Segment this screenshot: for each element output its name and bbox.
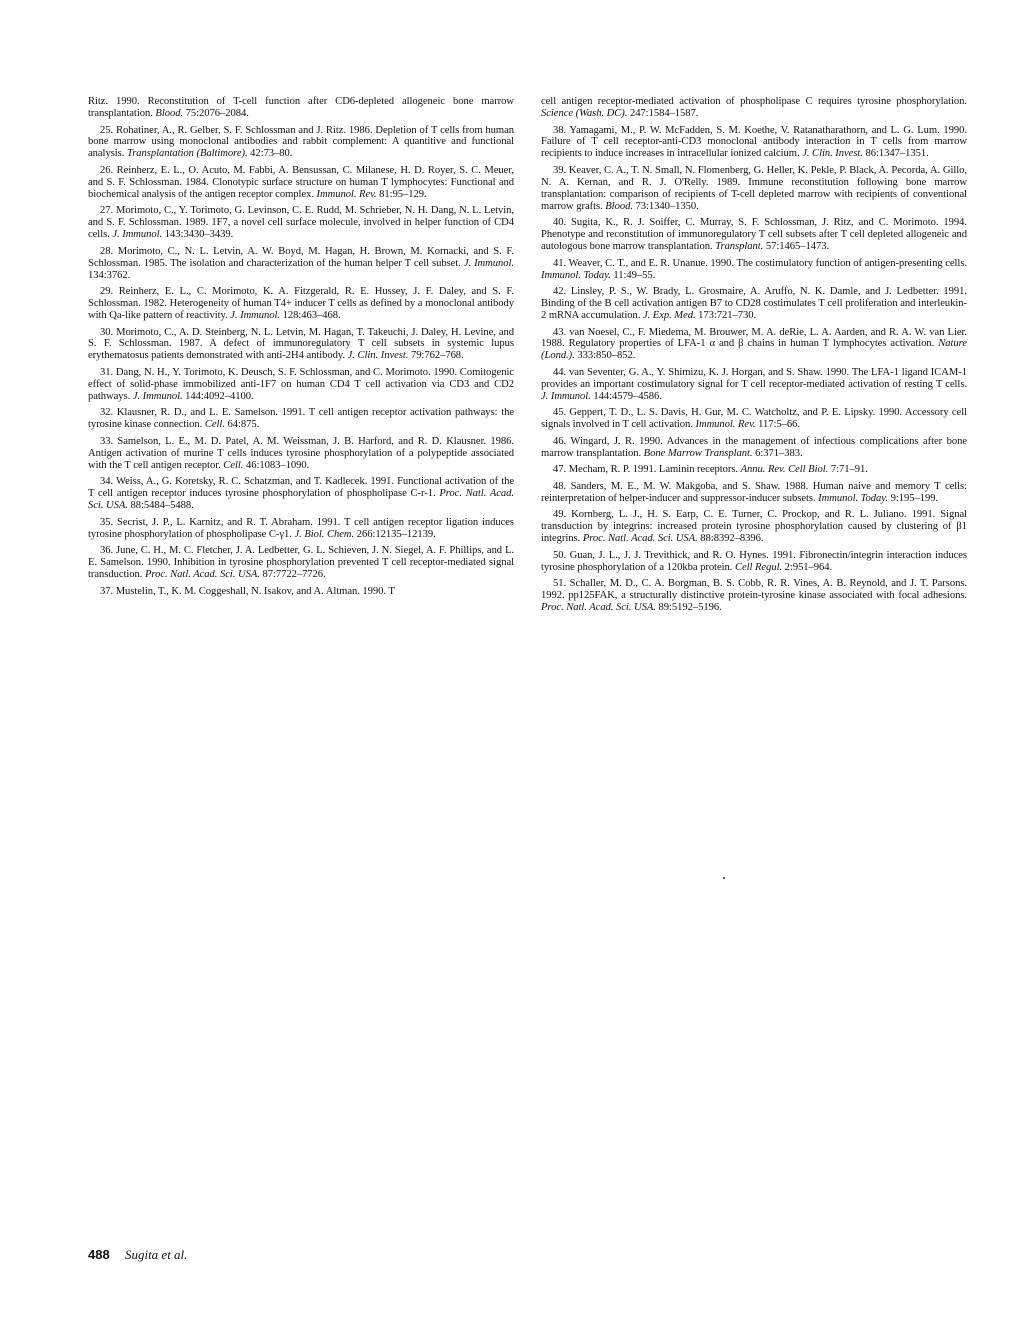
reference-volume-pages: 57:1465–1473. <box>763 241 830 253</box>
reference-entry <box>88 125 514 161</box>
reference-volume-pages: 86:1347–1351. <box>862 148 929 160</box>
reference-volume-pages: 81:95–129. <box>376 188 427 200</box>
reference-volume-pages: 134:3762. <box>88 269 131 281</box>
reference-journal: J. Clin. Invest. <box>802 148 863 160</box>
reference-journal: J. Biol. Chem. <box>294 528 355 540</box>
reference-text: 41. Weaver, C. T., and E. R. Unanue. 1990. The costimulatory function of antigen-presenting cells. <box>553 257 967 269</box>
reference-journal: J. Immunol. <box>112 229 163 241</box>
reference-volume-pages: 247:1584–1587. <box>627 107 699 119</box>
reference-text: 49. Kornberg, L. J., H. S. Earp, C. E. Turner, C. Prockop, and R. L. Juliano. 1991. Signal transduction by integrins: increased protein tyrosine phosphorylation caused by clustering of β1 integrins. <box>541 509 967 545</box>
reference-journal: Annu. Rev. Cell Biol. <box>740 464 829 476</box>
reference-journal: Cell. <box>223 459 244 471</box>
reference-entry <box>88 327 514 363</box>
reference-entry <box>541 258 967 282</box>
reference-volume-pages: 64:875. <box>224 419 260 431</box>
reference-volume-pages: 89:5192–5196. <box>655 602 722 614</box>
reference-journal: Cell. <box>204 419 225 431</box>
reference-volume-pages: 46:1083–1090. <box>243 459 310 471</box>
reference-journal: Nature (Lond.). <box>541 338 967 362</box>
reference-entry <box>541 217 967 253</box>
reference-journal: Science (Wash. DC). <box>541 107 628 119</box>
reference-journal: Proc. Natl. Acad. Sci. USA. <box>88 488 514 512</box>
reference-journal: Immunol. Today. <box>541 269 611 281</box>
reference-journal: Bone Marrow Transplant. <box>643 447 753 459</box>
reference-text: 32. Klausner, R. D., and L. E. Samelson. 1991. T cell antigen receptor activation pathways: the tyrosine kinase connection. <box>88 407 514 431</box>
reference-entry <box>88 586 514 598</box>
reference-entry <box>88 517 514 541</box>
reference-journal: Immunol. Rev. <box>695 419 756 431</box>
reference-entry <box>541 96 967 120</box>
reference-text: 33. Samelson, L. E., M. D. Patel, A. M. Weissman, J. B. Harford, and R. D. Klausner. 1986. Antigen activation of murine T cells induces tyrosine phosphorylation of a polypeptide associated with the T cell antigen receptor. <box>88 435 514 471</box>
reference-text: cell antigen receptor-mediated activation of phospholipase C requires tyrosine phosphorylation. <box>541 96 967 107</box>
reference-text: 43. van Noesel, C., F. Miedema, M. Brouwer, M. A. deRie, L. A. Aarden, and R. A. W. van Lier. 1988. Regulatory properties of LFA-1 α and β chains in human T lymphocytes activation. <box>541 326 967 350</box>
reference-volume-pages: 42:73–80. <box>247 148 293 160</box>
reference-journal: J. Exp. Med. <box>642 309 696 321</box>
reference-volume-pages: 143:3430–3439. <box>162 229 234 241</box>
reference-text: 42. Linsley, P. S., W. Brady, L. Grosmaire, A. Aruffo, N. K. Damle, and J. Ledbetter. 1991. Binding of the B cell activation antigen B7 to CD28 costimulates T cell proliferation and interleukin-2 mRNA accumulation. <box>541 286 967 321</box>
reference-entry <box>88 205 514 241</box>
reference-journal: Transplantation (Baltimore). <box>126 148 248 160</box>
reference-volume-pages: 333:850–852. <box>574 350 636 362</box>
reference-volume-pages: 87:7722–7726. <box>259 568 326 580</box>
reference-entry <box>541 464 967 476</box>
reference-text: 31. Dang, N. H., Y. Torimoto, K. Deusch, S. F. Schlossman, and C. Morimoto. 1990. Comitogenic effect of solid-phase immobilized anti-1F7 on human CD4 T cell activation via CD3 and CD2 pathways. <box>88 366 514 402</box>
reference-text: 40. Sugita, K., R. J. Soiffer, C. Murray, S. F. Schlossman, J. Ritz, and C. Morimoto. 1994. Phenotype and reconstitution of immunoregulatory T cell subsets after T cell depleted allogeneic and autologous bone marrow transplantation. <box>541 217 967 253</box>
reference-text: 47. Mecham, R. P. 1991. Laminin receptors. <box>553 464 741 476</box>
reference-journal: Transplant. <box>715 241 764 253</box>
reference-volume-pages: 144:4579–4586. <box>590 390 662 402</box>
reference-journal: J. Immunol. <box>541 390 591 402</box>
reference-journal: J. Immunol. <box>463 257 514 269</box>
reference-volume-pages: 266:12135–12139. <box>354 528 436 540</box>
reference-entry <box>541 550 967 574</box>
reference-text: 35. Secrist, J. P., L. Karnitz, and R. T. Abraham. 1991. T cell antigen receptor ligation induces tyrosine phosphorylation of phospholipase C-γ1. <box>88 516 514 540</box>
reference-volume-pages: 88:5484–5488. <box>127 500 194 512</box>
reference-text: 48. Sanders, M. E., M. W. Makgoba, and S. Shaw. 1988. Human naive and memory T cells: reinterpretation of helper-inducer and suppressor-inducer subsets. <box>541 480 967 504</box>
reference-text: 28. Morimoto, C., N. L. Letvin, A. W. Boyd, M. Hagan, H. Brown, M. Kornacki, and S. F. Schlossman. 1985. The isolation and characterization of the human helper T cell subset. <box>88 245 514 269</box>
reference-text: 30. Morimoto, C., A. D. Steinberg, N. L. Letvin, M. Hagan, T. Takeuchi, J. Daley, H. Levine, and S. F. Schlossman. 1987. A defect of immunoregulatory T cell subsets in systemic lupus erythematosus patients demonstrated with anti-2H4 antibody. <box>88 326 514 362</box>
reference-text: 46. Wingard, J. R. 1990. Advances in the management of infectious complications after bone marrow transplantation. <box>541 435 967 459</box>
reference-entry <box>541 286 967 322</box>
page-footer <box>88 1247 187 1263</box>
reference-journal: Blood. <box>155 107 184 119</box>
reference-entry <box>88 367 514 403</box>
reference-entry <box>541 481 967 505</box>
reference-text: 45. Geppert, T. D., L. S. Davis, H. Gur, M. C. Watcholtz, and P. E. Lipsky. 1990. Accessory cell signals involved in T cell activation. <box>541 407 967 431</box>
reference-volume-pages: 128:463–468. <box>280 309 341 321</box>
reference-text: 29. Reinherz, E. L., C. Morimoto, K. A. Fitzgerald, R. E. Hussey, J. F. Daley, and S. F. Schlossman. 1982. Heterogeneity of human T4+ inducer T cells as defined by a monoclonal antibody with Qa-like pattern of reactivity. <box>88 286 514 321</box>
reference-entry <box>541 578 967 614</box>
reference-volume-pages: 6:371–383. <box>752 447 803 459</box>
reference-journal: Immunol. Today. <box>818 492 888 504</box>
reference-text: 50. Guan, J. L., J. J. Trevithick, and R. O. Hynes. 1991. Fibronectin/integrin interaction induces tyrosine phosphorylation of a 120kba protein. <box>541 549 967 573</box>
reference-journal: Immunol. Rev. <box>316 188 377 200</box>
reference-entry <box>541 327 967 363</box>
reference-entry <box>541 125 967 161</box>
reference-journal: Proc. Natl. Acad. Sci. USA. <box>582 533 698 545</box>
reference-entry <box>541 509 967 545</box>
reference-journal: J. Immunol. <box>132 390 183 402</box>
reference-journal: Proc. Natl. Acad. Sci. USA. <box>541 602 656 614</box>
reference-journal: J. Clin. Invest. <box>347 350 409 362</box>
reference-volume-pages: 173:721–730. <box>695 309 757 321</box>
reference-entry <box>541 165 967 213</box>
reference-text: 34. Weiss, A., G. Koretsky, R. C. Schatzman, and T. Kadlecek. 1991. Functional activation of the T cell antigen receptor induces tyrosine phosphorylation of phospholipase C-r-1. <box>88 476 514 500</box>
reference-volume-pages: 73:1340–1350. <box>632 200 699 212</box>
reference-entry <box>541 367 967 403</box>
reference-entry <box>541 407 967 431</box>
reference-entry <box>88 407 514 431</box>
print-speck <box>723 877 725 879</box>
reference-volume-pages: 7:71–91. <box>828 464 868 476</box>
reference-text: 25. Rohatiner, A., R. Gelber, S. F. Schlossman and J. Ritz. 1986. Depletion of T cells from human bone marrow using monoclonal antibodies and rabbit complement: A quantitive and functional analysis. <box>88 124 514 160</box>
reference-entry <box>88 165 514 201</box>
reference-journal: Proc. Natl. Acad. Sci. USA. <box>144 568 260 580</box>
page-number: 488 <box>88 1247 110 1262</box>
reference-entry <box>88 286 514 322</box>
reference-text: 51. Schaller, M. D., C. A. Borgman, B. S. Cobb, R. R. Vines, A. B. Reynold, and J. T. Parsons. 1992. pp125FAK, a structurally distinctive protein-tyrosine kinase associated with focal adhesions. <box>541 578 967 602</box>
reference-entry <box>88 436 514 472</box>
reference-entry <box>541 436 967 460</box>
reference-volume-pages: 9:195–199. <box>887 492 939 504</box>
reference-volume-pages: 144:4092–4100. <box>182 390 254 402</box>
reference-entry <box>88 545 514 581</box>
reference-column-left <box>88 96 514 602</box>
reference-volume-pages: 88:8392–8396. <box>697 533 764 545</box>
reference-text: Ritz. 1990. Reconstitution of T-cell function after CD6-depleted allogeneic bone marrow transplantation. <box>88 96 514 119</box>
reference-entry <box>88 246 514 282</box>
reference-text: 38. Yamagami, M., P. W. McFadden, S. M. Koethe, V. Ratanatharathorn, and L. G. Lum. 1990. Failure of T cell receptor-anti-CD3 monoclonal antibody interaction in T cells from marrow recipients to induce increases in intracellular ionized calcium. <box>541 124 967 160</box>
reference-text: 39. Keaver, C. A., T. N. Small, N. Flomenberg, G. Heller, K. Pekle, P. Black, A. Pecorda, A. Gillo, N. A. Kernan, and R. J. O'Relly. 1989. Immune reconstitution following bone marrow transplantation: comparison of recipients of T-cell depleted marrow with recipients of conventional marrow grafts. <box>541 164 967 212</box>
reference-text: 27. Morimoto, C., Y. Torimoto, G. Levinson, C. E. Rudd, M. Schrieber, N. H. Dang, N. L. Letvin, and S. F. Schlossman. 1989. 1F7, a novel cell surface molecule, involved in helper function of CD4 cells. <box>88 205 514 241</box>
reference-text: 26. Reinherz, E. L., O. Acuto, M. Fabbi, A. Bensussan, C. Milanese, H. D. Royer, S. C. Meuer, and S. F. Schlossman. 1984. Clonotypic surface structure on human T lymphocytes: Functional and biochemical analysis of the antigen receptor complex. <box>88 164 514 200</box>
reference-volume-pages: 11:49–55. <box>610 269 656 281</box>
reference-journal: J. Immunol. <box>230 309 281 321</box>
reference-volume-pages: 75:2076–2084. <box>183 107 249 119</box>
reference-entry <box>88 96 514 120</box>
reference-journal: Cell Regul. <box>734 561 783 573</box>
reference-volume-pages: 117:5–66. <box>755 419 800 431</box>
reference-column-right <box>541 96 967 619</box>
reference-volume-pages: 79:762–768. <box>408 350 464 362</box>
running-head: Sugita et al. <box>124 1247 188 1262</box>
reference-volume-pages: 2:951–964. <box>782 561 833 573</box>
reference-journal: Blood. <box>605 200 633 212</box>
reference-text: 37. Mustelin, T., K. M. Coggeshall, N. Isakov, and A. Altman. 1990. T <box>100 585 395 597</box>
reference-text: 36. June, C. H., M. C. Fletcher, J. A. Ledbetter, G. L. Schieven, J. N. Siegel, A. F. Phillips, and L. E. Samelson. 1990. Inhibition in tyrosine phosphorylation prevented T cell receptor-mediated signal transduction. <box>88 545 514 580</box>
reference-text: 44. van Seventer, G. A., Y. Shimizu, K. J. Horgan, and S. Shaw. 1990. The LFA-1 ligand ICAM-1 provides an important costimulatory signal for T cell receptor-mediated activation of resting T cells. <box>541 366 967 390</box>
reference-entry <box>88 476 514 512</box>
